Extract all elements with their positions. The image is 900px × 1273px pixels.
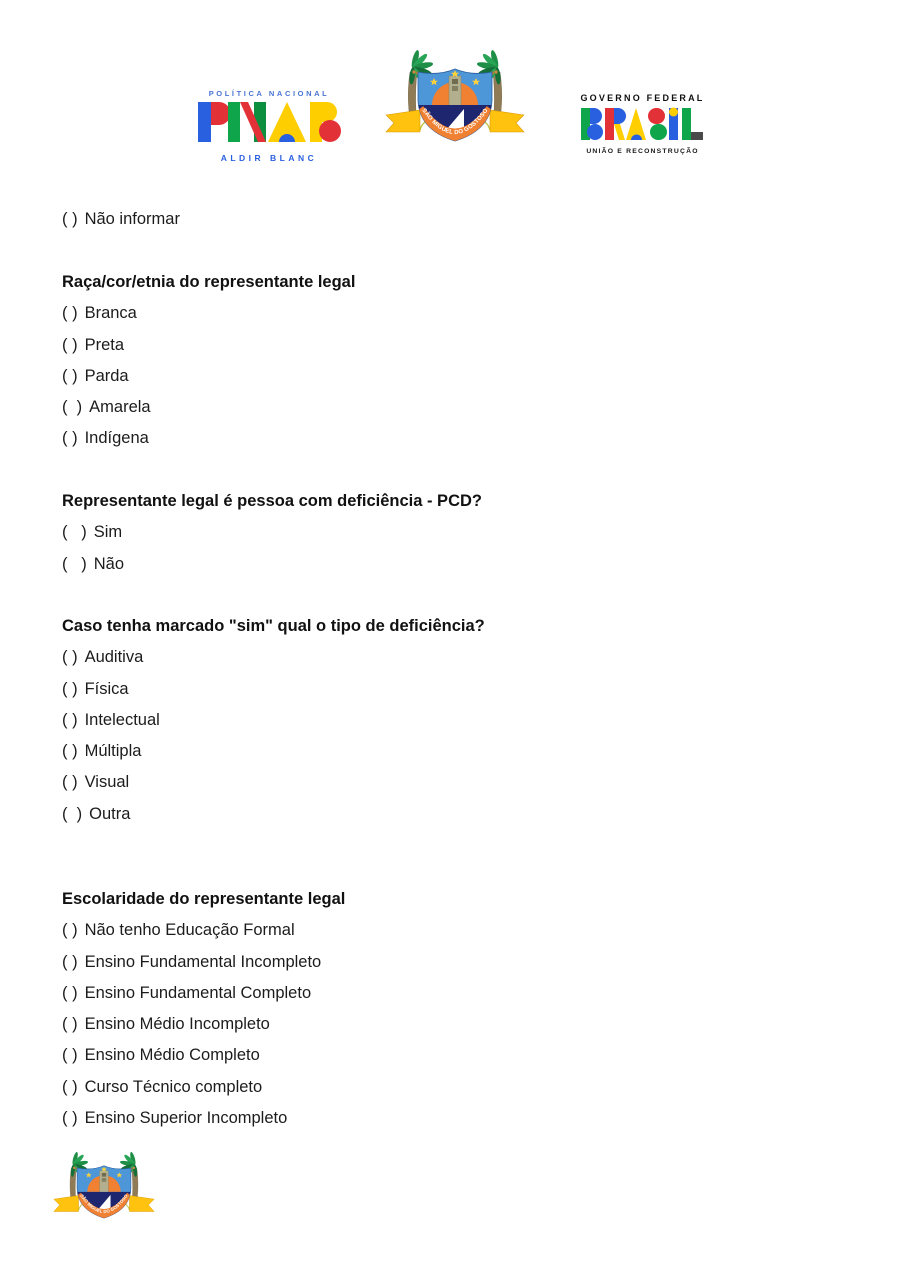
checkbox-marker: ( ) — [62, 773, 78, 792]
checkbox-marker: ( ) — [62, 921, 78, 940]
checkbox-marker: ( ) — [62, 679, 78, 698]
checkbox-option[interactable] — [62, 736, 485, 767]
checkbox-option[interactable] — [62, 799, 485, 830]
option-label: Não — [93, 554, 125, 573]
option-label: Indígena — [84, 429, 149, 448]
option-label: Física — [84, 679, 129, 698]
option-label: Ensino Fundamental Completo — [84, 983, 312, 1002]
checkbox-option[interactable] — [62, 705, 485, 736]
governo-federal-brasil-logo — [570, 90, 715, 158]
checkbox-option[interactable] — [62, 298, 355, 329]
gov-bottom-text: UNIÃO E RECONSTRUÇÃO — [586, 148, 699, 155]
checkbox-marker: ( ) — [62, 952, 78, 971]
checkbox-option[interactable] — [62, 978, 345, 1009]
brasil-logo-icon — [570, 90, 715, 158]
municipal-crest-logo — [378, 42, 532, 160]
checkbox-option[interactable] — [62, 330, 355, 361]
brasil-wordmark-icon — [581, 108, 703, 141]
checkbox-option[interactable] — [62, 204, 180, 235]
checkbox-marker: ( ) — [62, 1077, 78, 1096]
option-label: Visual — [84, 773, 130, 792]
pnab-top-text: POLÍTICA NACIONAL — [208, 89, 330, 98]
option-label: Ensino Médio Incompleto — [84, 1015, 270, 1034]
checkbox-marker: ( ) — [62, 742, 78, 761]
checkbox-marker: ( ) — [62, 366, 78, 385]
question-heading: Caso tenha marcado "sim" qual o tipo de deficiência? — [62, 617, 485, 635]
option-label: Não informar — [84, 210, 180, 228]
checkbox-option[interactable] — [62, 517, 482, 548]
option-label: Ensino Fundamental Incompleto — [84, 952, 322, 971]
option-label: Auditiva — [84, 648, 144, 667]
checkbox-marker: ( ) — [62, 648, 78, 667]
checkbox-marker: ( ) — [62, 710, 78, 729]
checkbox-option[interactable] — [62, 1040, 345, 1071]
option-label: Não tenho Educação Formal — [84, 921, 295, 940]
checkbox-option[interactable] — [62, 947, 345, 978]
checkbox-option[interactable] — [62, 1103, 345, 1134]
checkbox-marker: ( ) — [62, 1046, 78, 1065]
form-section — [62, 884, 345, 1134]
checkbox-option[interactable] — [62, 1072, 345, 1103]
option-label: Curso Técnico completo — [84, 1077, 263, 1096]
checkbox-option[interactable] — [62, 642, 485, 673]
form-section — [62, 267, 355, 455]
option-label: Ensino Médio Completo — [84, 1046, 260, 1065]
option-label: Parda — [84, 366, 129, 385]
option-label: Intelectual — [84, 710, 160, 729]
checkbox-marker: ( ) — [62, 429, 78, 448]
checkbox-option[interactable] — [62, 423, 355, 454]
municipal-crest-logo-footer — [48, 1146, 160, 1232]
checkbox-marker: ( ) — [62, 1015, 78, 1034]
option-label: Ensino Superior Incompleto — [84, 1109, 288, 1128]
checkbox-marker: ( ) — [62, 554, 87, 573]
checkbox-marker: ( ) — [62, 1109, 78, 1128]
checkbox-marker: ( ) — [62, 804, 83, 823]
checkbox-option[interactable] — [62, 915, 345, 946]
option-label: Outra — [89, 804, 131, 823]
checkbox-option[interactable] — [62, 361, 355, 392]
checkbox-option[interactable] — [62, 392, 355, 423]
checkbox-option[interactable] — [62, 1009, 345, 1040]
form-section — [62, 611, 485, 830]
option-label: Branca — [84, 304, 137, 323]
municipal-crest-icon — [378, 42, 532, 160]
option-label: Preta — [84, 335, 125, 354]
pnab-wordmark-icon — [198, 102, 341, 142]
checkbox-marker: ( ) — [62, 210, 78, 228]
gov-top-text: GOVERNO FEDERAL — [580, 93, 705, 103]
pnab-logo-icon — [180, 70, 358, 168]
question-heading: Escolaridade do representante legal — [62, 890, 346, 908]
checkbox-marker: ( ) — [62, 304, 78, 323]
question-heading: Representante legal é pessoa com deficiência - PCD? — [62, 492, 482, 510]
form-section — [62, 486, 482, 580]
pnab-aldir-blanc-logo — [180, 70, 358, 168]
checkbox-option[interactable] — [62, 674, 485, 705]
checkbox-option[interactable] — [62, 767, 485, 798]
municipal-crest-icon — [48, 1146, 160, 1232]
question-heading: Raça/cor/etnia do representante legal — [62, 273, 356, 291]
checkbox-marker: ( ) — [62, 398, 83, 417]
option-label: Amarela — [89, 398, 151, 417]
form-section — [62, 204, 180, 235]
checkbox-marker: ( ) — [62, 983, 78, 1002]
option-label: Sim — [93, 523, 123, 542]
pnab-bottom-text: ALDIR BLANC — [220, 153, 318, 163]
checkbox-option[interactable] — [62, 549, 482, 580]
checkbox-marker: ( ) — [62, 335, 78, 354]
checkbox-marker: ( ) — [62, 523, 87, 542]
option-label: Múltipla — [84, 742, 142, 761]
